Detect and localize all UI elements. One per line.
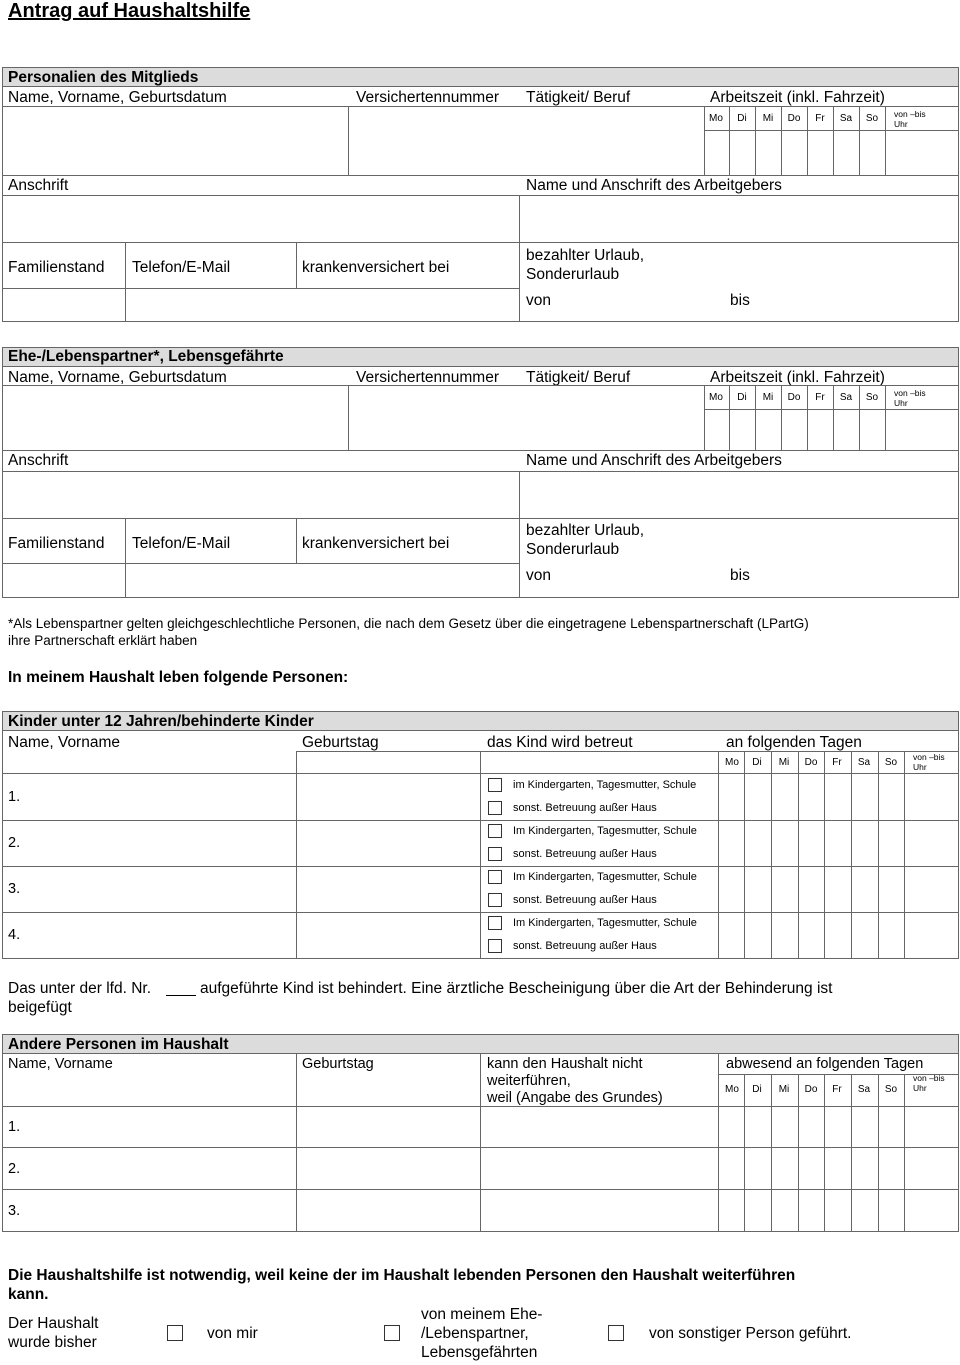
previously-other-label: von sonstiger Person geführt.	[649, 1325, 852, 1342]
partner-worktime-label: Arbeitszeit (inkl. Fahrzeit)	[710, 369, 885, 386]
disabled-note-part-1: Das unter der lfd. Nr.	[8, 980, 152, 997]
day-fr: Fr	[815, 392, 825, 403]
day-so: So	[865, 113, 879, 124]
care-option-other-label: sonst. Betreuung außer Haus	[513, 848, 657, 860]
footnote-line-1: *Als Lebenspartner gelten gleichgeschlechtliche Personen, die nach dem Gesetz über die eingetragene Lebenspartnerschaft (LPartG)	[8, 616, 809, 631]
partner-vacation-to: bis	[730, 567, 750, 584]
disabled-note-line-2: beigefügt	[8, 999, 72, 1016]
necessity-line-2: kann.	[8, 1286, 49, 1303]
member-vacation-to: bis	[730, 292, 750, 309]
member-phone-label: Telefon/E-Mail	[132, 259, 231, 276]
previously-partner-checkbox[interactable]	[384, 1325, 400, 1341]
children-name-label: Name, Vorname	[8, 734, 120, 751]
day-mo: Mo	[725, 757, 739, 768]
children-care-label: das Kind wird betreut	[487, 734, 633, 751]
day-mi: Mi	[762, 113, 774, 124]
day-fr: Fr	[832, 757, 842, 768]
care-option-kindergarten-label: Im Kindergarten, Tagesmutter, Schule	[513, 917, 697, 929]
time-label-uhr: Uhr	[894, 398, 908, 408]
member-name-label: Name, Vorname, Geburtsdatum	[8, 89, 227, 106]
row-number: 1.	[8, 789, 21, 805]
care-option-kindergarten-checkbox[interactable]	[488, 916, 502, 930]
member-vacation-label-2: Sonderurlaub	[526, 266, 620, 283]
day-mi: Mi	[778, 1084, 790, 1095]
partner-insurance-job-field[interactable]	[350, 386, 704, 450]
day-sa: Sa	[839, 392, 853, 403]
row-number: 4.	[8, 927, 21, 943]
member-employer-label: Name und Anschrift des Arbeitgebers	[526, 177, 782, 194]
care-option-other-label: sonst. Betreuung außer Haus	[513, 940, 657, 952]
partner-header: Ehe-/Lebenspartner*, Lebensgefährte	[8, 348, 284, 365]
day-do: Do	[804, 757, 818, 768]
member-marital-label: Familienstand	[8, 259, 105, 276]
member-name-field[interactable]	[3, 107, 348, 175]
care-option-other-checkbox[interactable]	[488, 893, 502, 907]
partner-marital-label: Familienstand	[8, 535, 105, 552]
day-fr: Fr	[832, 1084, 842, 1095]
time-label-uhr: Uhr	[913, 762, 927, 772]
member-address-label: Anschrift	[8, 177, 69, 194]
partner-marital-field[interactable]	[3, 564, 123, 596]
day-so: So	[884, 757, 898, 768]
time-label-uhr: Uhr	[913, 1083, 927, 1093]
previously-me-label: von mir	[207, 1325, 258, 1342]
day-do: Do	[787, 392, 801, 403]
care-option-kindergarten-label: Im Kindergarten, Tagesmutter, Schule	[513, 825, 697, 837]
disabled-child-number-field[interactable]	[166, 983, 196, 996]
others-days-label: abwesend an folgenden Tagen	[726, 1056, 924, 1072]
time-label-von-bis: von –bis	[894, 109, 926, 119]
time-label-von-bis: von –bis	[913, 1073, 945, 1083]
day-mo: Mo	[725, 1084, 739, 1095]
previously-label-2: wurde bisher	[8, 1334, 97, 1351]
disabled-note-part-2: aufgeführte Kind ist behindert. Eine ärztliche Bescheinigung über die Art der Behinderung ist	[200, 980, 833, 997]
partner-vacation-from: von	[526, 567, 551, 584]
care-option-other-checkbox[interactable]	[488, 801, 502, 815]
partner-phone-label: Telefon/E-Mail	[132, 535, 231, 552]
partner-insured-label: krankenversichert bei	[302, 535, 450, 552]
others-name-label: Name, Vorname	[8, 1056, 113, 1072]
day-sa: Sa	[857, 1084, 871, 1095]
others-row-number: 1.	[8, 1119, 21, 1135]
day-di: Di	[752, 1084, 762, 1095]
time-label-von-bis: von –bis	[894, 388, 926, 398]
others-header: Andere Personen im Haushalt	[8, 1036, 229, 1053]
others-reason-label-1: kann den Haushalt nicht	[487, 1056, 643, 1072]
household-heading: In meinem Haushalt leben folgende Personen:	[8, 669, 349, 686]
partner-insurance-label: Versichertennummer	[356, 369, 500, 386]
partner-phone-insured-field[interactable]	[126, 564, 518, 596]
partner-worktime-field[interactable]	[706, 410, 958, 450]
partner-vacation-label-2: Sonderurlaub	[526, 541, 620, 558]
others-reason-label-3: weil (Angabe des Grundes)	[487, 1090, 663, 1106]
day-mi: Mi	[778, 757, 790, 768]
previously-other-checkbox[interactable]	[608, 1325, 624, 1341]
day-so: So	[884, 1084, 898, 1095]
partner-name-label: Name, Vorname, Geburtsdatum	[8, 369, 227, 386]
previously-partner-label-1: von meinem Ehe-	[421, 1306, 543, 1323]
necessity-line-1: Die Haushaltshilfe ist notwendig, weil keine der im Haushalt lebenden Personen den Haushalt weiterführen	[8, 1267, 796, 1284]
others-reason-label-2: weiterführen,	[487, 1073, 571, 1089]
others-birthday-label: Geburtstag	[302, 1056, 374, 1072]
day-di: Di	[737, 392, 747, 403]
care-option-kindergarten-label: im Kindergarten, Tagesmutter, Schule	[513, 779, 697, 791]
member-phone-insured-field[interactable]	[126, 289, 518, 321]
children-birthday-label: Geburtstag	[302, 734, 379, 751]
page-title: Antrag auf Haushaltshilfe	[8, 0, 251, 22]
day-di: Di	[752, 757, 762, 768]
member-insured-label: krankenversichert bei	[302, 259, 450, 276]
care-option-kindergarten-checkbox[interactable]	[488, 778, 502, 792]
partner-vacation-label-1: bezahlter Urlaub,	[526, 522, 645, 539]
partner-address-label: Anschrift	[8, 452, 69, 469]
member-employer-field[interactable]	[521, 196, 958, 242]
others-row-number: 3.	[8, 1203, 21, 1219]
day-sa: Sa	[857, 757, 871, 768]
day-mi: Mi	[762, 392, 774, 403]
member-insurance-job-field[interactable]	[350, 107, 704, 175]
care-option-other-checkbox[interactable]	[488, 939, 502, 953]
partner-job-label: Tätigkeit/ Beruf	[526, 369, 631, 386]
partner-employer-field[interactable]	[521, 472, 958, 518]
care-option-other-label: sonst. Betreuung außer Haus	[513, 894, 657, 906]
member-marital-field[interactable]	[3, 289, 123, 321]
day-di: Di	[737, 113, 747, 124]
day-mo: Mo	[709, 113, 723, 124]
care-option-kindergarten-checkbox[interactable]	[488, 870, 502, 884]
day-sa: Sa	[839, 113, 853, 124]
member-insurance-label: Versichertennummer	[356, 89, 500, 106]
children-header: Kinder unter 12 Jahren/behinderte Kinder	[8, 713, 314, 730]
care-option-kindergarten-label: Im Kindergarten, Tagesmutter, Schule	[513, 871, 697, 883]
member-worktime-field[interactable]	[706, 131, 958, 175]
children-days-label: an folgenden Tagen	[726, 734, 862, 751]
others-row-number: 2.	[8, 1161, 21, 1177]
footnote-line-2: ihre Partnerschaft erklärt haben	[8, 633, 198, 648]
member-worktime-label: Arbeitszeit (inkl. Fahrzeit)	[710, 89, 885, 106]
partner-address-field[interactable]	[3, 472, 518, 518]
partner-name-field[interactable]	[3, 386, 348, 450]
member-header: Personalien des Mitglieds	[8, 69, 199, 86]
previously-partner-label-2: /Lebenspartner,	[421, 1325, 529, 1342]
member-address-field[interactable]	[3, 196, 518, 242]
day-so: So	[865, 392, 879, 403]
member-job-label: Tätigkeit/ Beruf	[526, 89, 631, 106]
member-vacation-label-1: bezahlter Urlaub,	[526, 247, 645, 264]
partner-employer-label: Name und Anschrift des Arbeitgebers	[526, 452, 782, 469]
day-fr: Fr	[815, 113, 825, 124]
care-option-kindergarten-checkbox[interactable]	[488, 824, 502, 838]
row-number: 3.	[8, 881, 21, 897]
day-do: Do	[804, 1084, 818, 1095]
previously-partner-label-3: Lebensgefährten	[421, 1344, 538, 1361]
row-number: 2.	[8, 835, 21, 851]
member-vacation-from: von	[526, 292, 551, 309]
care-option-other-checkbox[interactable]	[488, 847, 502, 861]
day-mo: Mo	[709, 392, 723, 403]
previously-me-checkbox[interactable]	[167, 1325, 183, 1341]
previously-label-1: Der Haushalt	[8, 1315, 99, 1332]
time-label-von-bis: von –bis	[913, 752, 945, 762]
day-do: Do	[787, 113, 801, 124]
care-option-other-label: sonst. Betreuung außer Haus	[513, 802, 657, 814]
time-label-uhr: Uhr	[894, 119, 908, 129]
